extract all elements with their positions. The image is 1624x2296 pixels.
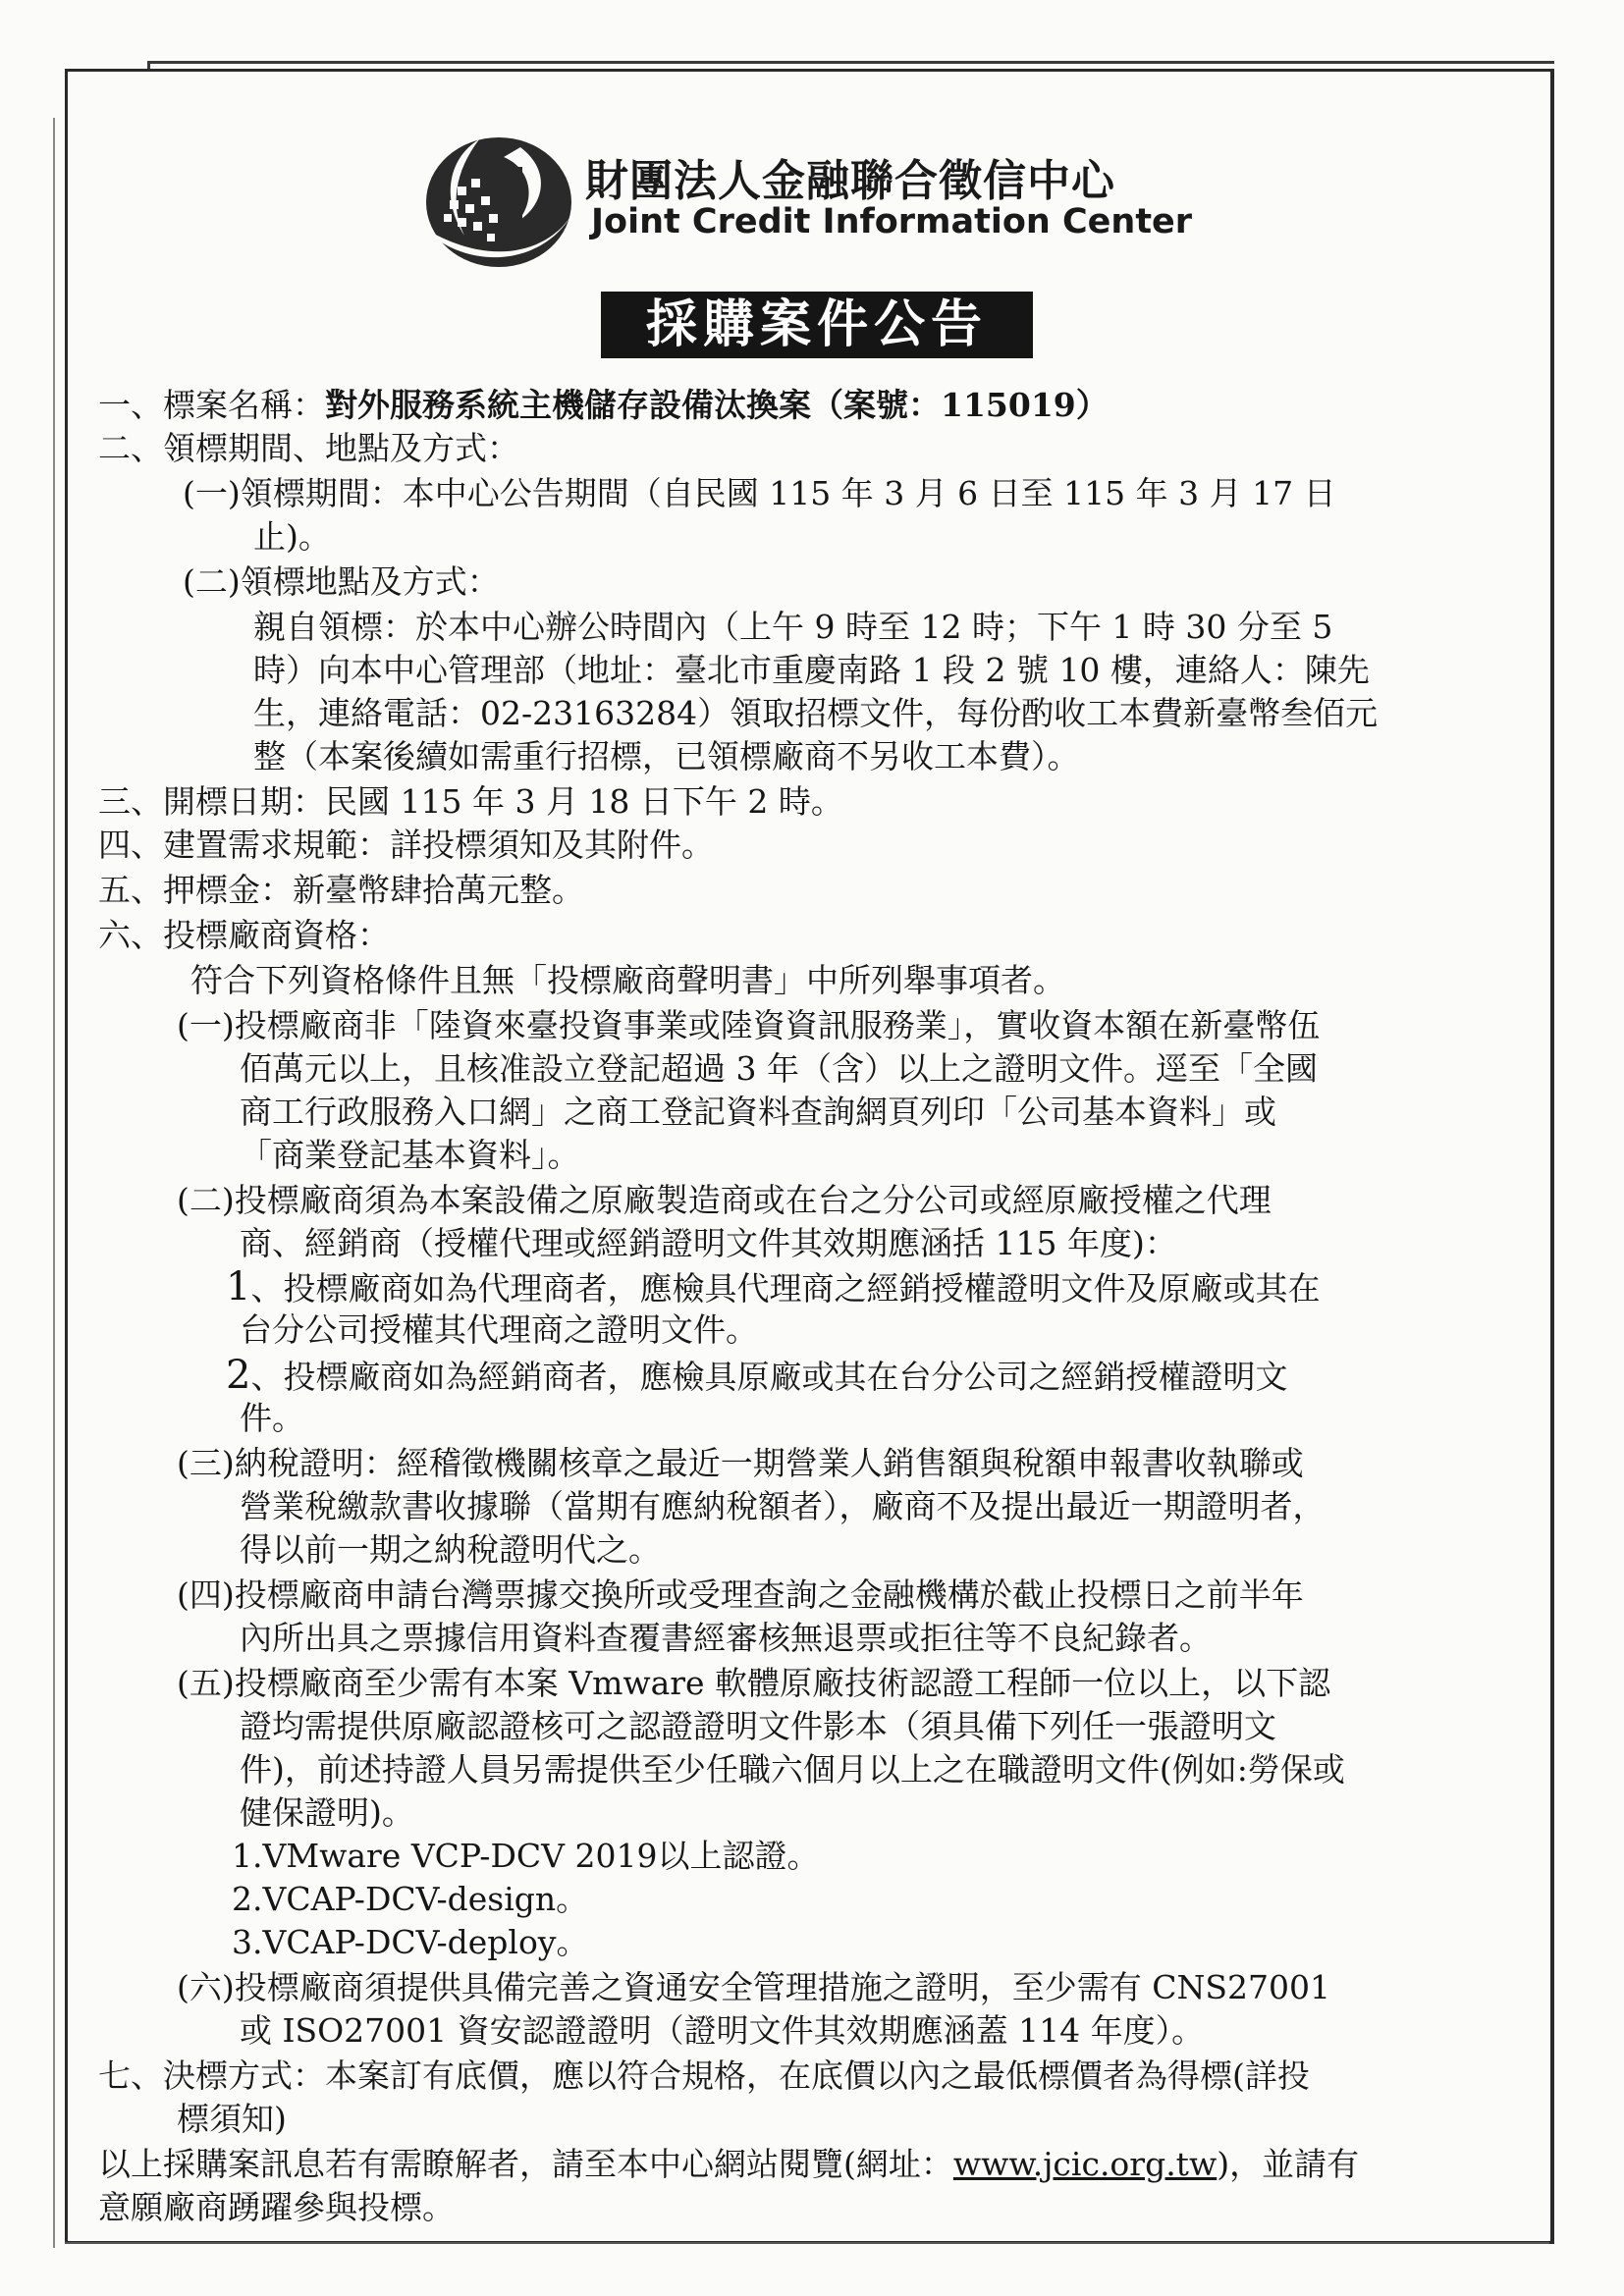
section-text: 押標金：新臺幣肆拾萬元整。	[163, 871, 584, 909]
section-num: 五、	[98, 871, 163, 909]
s6-item-1-line: (一)投標廠商非「陸資來臺投資事業或陸資資訊服務業」，實收資本額在新臺幣伍	[177, 1006, 1321, 1044]
s6-item-2-line: (二)投標廠商須為本案設備之原廠製造商或在台之分公司或經原廠授權之代理	[177, 1181, 1272, 1219]
section-6	[98, 915, 390, 956]
s2-item-a-line: (一)領標期間：本中心公告期間（自民國 115 年 3 月 6 日至 115 年 3 月 17 日	[183, 474, 1336, 512]
s6-item-4-line: 內所出具之票據信用資料查覆書經審核無退票或拒往等不良紀錄者。	[240, 1619, 1212, 1657]
org-name-zh: 財團法人金融聯合徵信中心	[585, 156, 1115, 206]
section-7-line: 標須知)	[177, 2100, 287, 2138]
section-4	[98, 825, 714, 866]
s6-item-5-cert-2: 2.VCAP-DCV-design。	[232, 1880, 589, 1918]
s6-item-1-line: 商工行政服務入口網」之商工登記資料查詢網頁列印「公司基本資料」或	[240, 1093, 1276, 1131]
s6-intro: 符合下列資格條件且無「投標廠商聲明書」中所列舉事項者。	[190, 961, 1065, 999]
section-7	[98, 2056, 1310, 2097]
doc-title: 採購案件公告	[601, 292, 1033, 358]
section-2	[98, 428, 519, 469]
closing-text: )，並請有	[1217, 2145, 1360, 2183]
sub-text: 、投標廠商如為經銷商者，應檢具原廠或其在台分公司之經銷授權證明文	[250, 1358, 1288, 1396]
s6-item-1-line: 佰萬元以上，且核准設立登記超過 3 年（含）以上之證明文件。逕至「全國	[240, 1049, 1318, 1088]
s2-item-b-line: 生，連絡電話：02-23163284）領取招標文件，每份酌收工本費新臺幣叁佰元	[253, 694, 1379, 732]
section-num: 一、	[98, 386, 163, 424]
section-label: 領標期間、地點及方式：	[163, 429, 519, 467]
closing-text: 以上採購案訊息若有需瞭解者，請至本中心網站閱覽(網址：	[98, 2145, 953, 2183]
page-frame-bottom	[65, 2242, 1549, 2244]
s6-item-4-line: (四)投標廠商申請台灣票據交換所或受理查詢之金融機構於截止投標日之前半年	[177, 1575, 1304, 1614]
s6-item-6-line: 或 ISO27001 資安認證證明（證明文件其效期應涵蓋 114 年度）。	[240, 2011, 1205, 2050]
s6-item-2-sub-2-line: 件。	[240, 1399, 304, 1437]
s2-item-b-line: 整（本案後續如需重行招標，已領標廠商不另收工本費）。	[253, 737, 1080, 775]
tender-name: 對外服務系統主機儲存設備汰換案（案號：115019）	[325, 386, 1109, 424]
section-text: 開標日期：民國 115 年 3 月 18 日下午 2 時。	[163, 782, 843, 821]
s6-item-1-line: 「商業登記基本資料」。	[240, 1136, 580, 1174]
sub-text: 、投標廠商如為代理商者，應檢具代理商之經銷授權證明文件及原廠或其在	[250, 1269, 1321, 1308]
s6-item-2-sub-2	[226, 1355, 1287, 1398]
scan-margin-line	[53, 118, 55, 2248]
s6-item-5-line: 證均需提供原廠認證核可之認證證明文件影本（須具備下列任一張證明文	[240, 1707, 1276, 1745]
s6-item-6-line: (六)投標廠商須提供具備完善之資通安全管理措施之證明，至少需有 CNS27001	[177, 1968, 1330, 2006]
s6-item-5-line: (五)投標廠商至少需有本案 Vmware 軟體原廠技術認證工程師一位以上，以下認	[177, 1664, 1331, 1702]
section-text: 建置需求規範：詳投標須知及其附件。	[163, 826, 714, 864]
section-num: 四、	[98, 826, 163, 864]
website-link[interactable]: www.jcic.org.tw	[952, 2145, 1218, 2183]
jcic-logo-mark-icon	[410, 128, 577, 275]
section-num: 二、	[98, 429, 163, 467]
section-5	[98, 870, 584, 911]
s2-item-b-line: 時）向本中心管理部（地址：臺北市重慶南路 1 段 2 號 10 樓，連絡人：陳先	[253, 651, 1370, 689]
section-num: 六、	[98, 916, 163, 954]
s6-item-2-sub-1	[226, 1266, 1320, 1309]
section-label: 投標廠商資格：	[163, 916, 390, 954]
s6-item-2-line: 商、經銷商（授權代理或經銷證明文件其效期應涵括 115 年度)：	[240, 1224, 1177, 1262]
s6-item-5-line: 健保證明)。	[240, 1793, 414, 1832]
s6-item-2-sub-1-line: 台分公司授權其代理商之證明文件。	[240, 1310, 758, 1349]
closing-note	[98, 2144, 1359, 2185]
s6-item-5-line: 件)，前述持證人員另需提供至少任職六個月以上之在職證明文件(例如:勞保或	[240, 1750, 1345, 1789]
s6-item-5-cert-1: 1.VMware VCP-DCV 2019以上認證。	[232, 1837, 820, 1875]
s2-item-a-line: 止)。	[253, 517, 331, 556]
section-3	[98, 781, 843, 823]
section-1	[98, 385, 1109, 426]
s6-item-3-line: 得以前一期之納稅證明代之。	[240, 1530, 661, 1569]
section-num: 七、	[98, 2056, 163, 2095]
section-text: 決標方式：本案訂有底價，應以符合規格，在底價以內之最低標價者為得標(詳投	[163, 2056, 1310, 2095]
org-name-en: Joint Credit Information Center	[591, 202, 1193, 241]
s6-item-3-line: (三)納稅證明：經稽徵機關核章之最近一期營業人銷售額與稅額申報書收執聯或	[177, 1444, 1304, 1482]
s2-item-b-line: 親自領標：於本中心辦公時間內（上午 9 時至 12 時；下午 1 時 30 分至 5	[253, 608, 1333, 646]
section-num: 三、	[98, 782, 163, 821]
closing-note-line: 意願廠商踴躍參與投標。	[98, 2188, 455, 2226]
s6-item-5-cert-3: 3.VCAP-DCV-deploy。	[232, 1923, 589, 1961]
jcic-logo	[410, 128, 1196, 285]
sub-number: 2	[226, 1353, 251, 1398]
section-label: 標案名稱：	[163, 386, 325, 424]
s2-item-b-heading: (二)領標地點及方式：	[183, 562, 500, 601]
sub-number: 1	[226, 1264, 251, 1309]
s6-item-3-line: 營業稅繳款書收據聯（當期有應納稅額者），廠商不及提出最近一期證明者，	[240, 1487, 1326, 1525]
